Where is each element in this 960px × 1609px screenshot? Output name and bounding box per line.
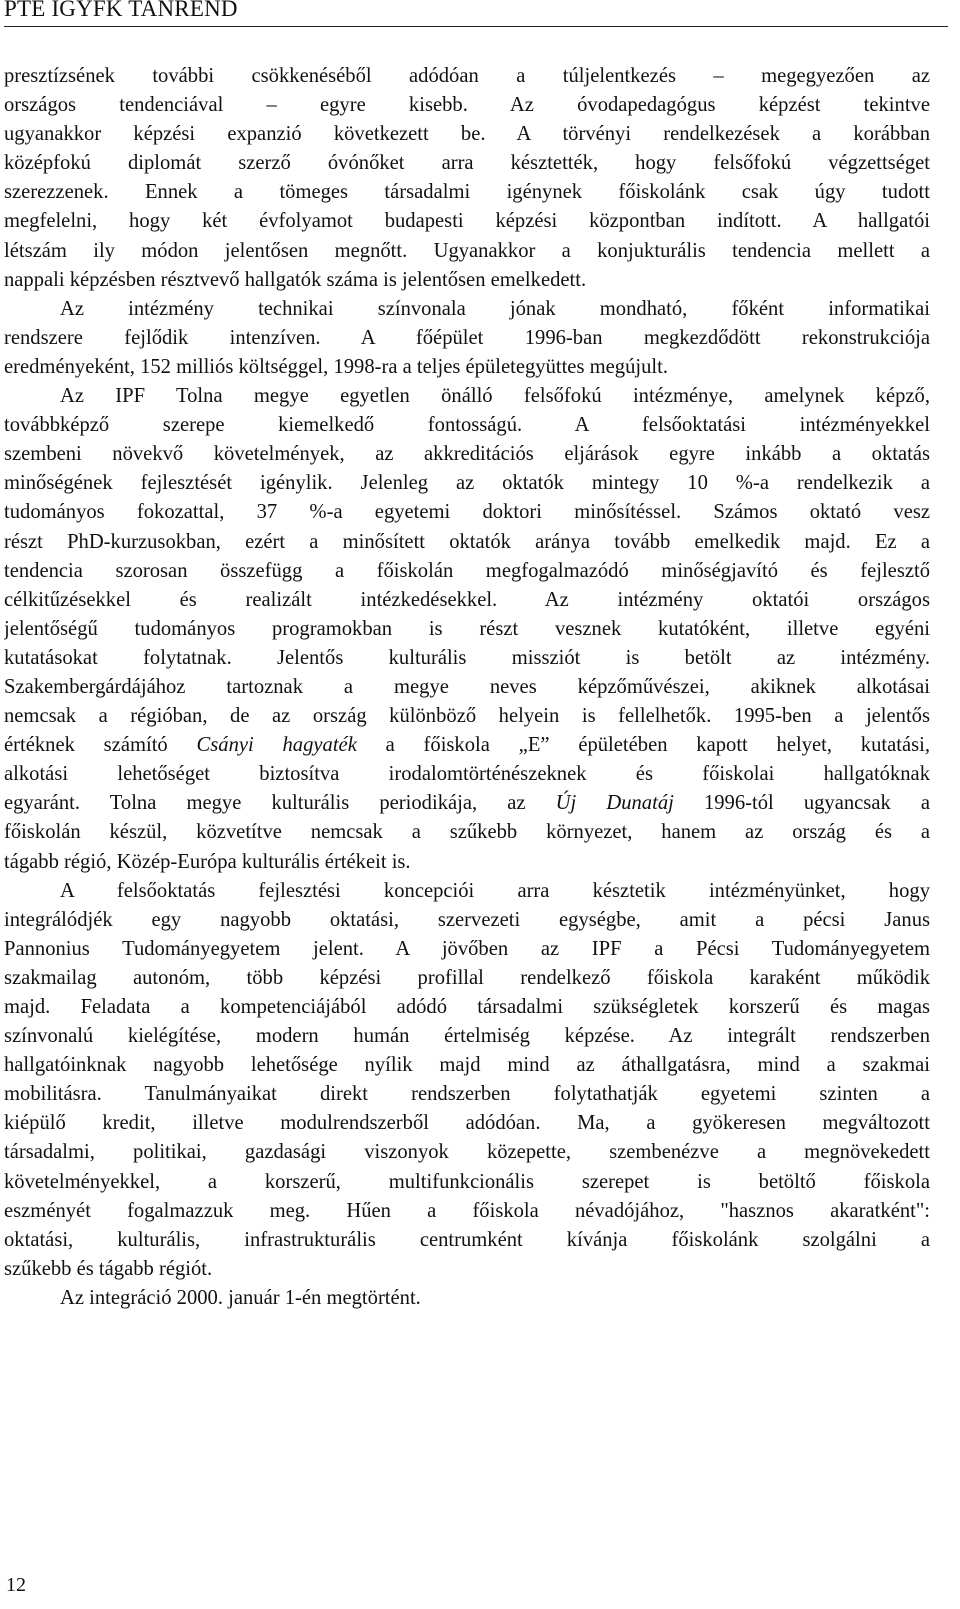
text-line [4,789,930,818]
text-line: hallgatóinknak nagyobb lehetősége nyílik majd mind az áthallgatásra, mind a szakmai [4,1054,930,1077]
text-segment: értéknek számító [4,734,197,757]
text-line: oktatási, kulturális, infrastrukturális centrumként kívánja főiskolánk szolgálni a [4,1228,930,1251]
text-line: majd. Feladata a kompetenciájából adódó társadalmi szükségletek korszerű és magas [4,996,930,1018]
text-line: létszám ily módon jelentősen megnőtt. Ugyanakkor a konjukturális tendencia mellett a [4,239,930,262]
text-line: integrálódjék egy nagyobb oktatási, szervezeti egységbe, amit a pécsi Janus [4,908,930,931]
text-line: nappali képzésben résztvevő hallgatók száma is jelentősen emelkedett. [4,268,587,291]
page-number: 12 [6,1574,26,1596]
text-line: mobilitásra. Tanulmányaikat direkt rendszerben folytathatják egyetemi szinten a [4,1083,930,1106]
text-line: presztízsének további csökkenéséből adódóan a túljelentkezés – megegyezően az [4,65,930,87]
text-line: Az IPF Tolna megye egyetlen önálló felsőfokú intézménye, amelynek képző, [60,385,930,408]
text-segment: a főiskola „E” épületében kapott helyet, kutatási, [356,734,930,757]
text-line: Szakembergárdájához tartoznak a megye neves képzőművészei, akiknek alkotásai [4,675,930,698]
text-line: eredményeként, 152 milliós költséggel, 1998-ra a teljes épületegyüttes megújult. [4,355,668,378]
running-header [4,0,948,27]
text-segment: 1996-tól ugyancsak a [673,792,930,815]
text-line: jelentőségű tudományos programokban is részt vesznek kutatóként, illetve egyéni [4,617,930,640]
header-title: PTE IGYFK TANREND [4,0,238,21]
text-line: Pannonius Tudományegyetem jelent. A jövőben az IPF a Pécsi Tudományegyetem [4,937,930,960]
text-line: részt PhD-kurzusokban, ezért a minősített oktatók aránya tovább emelkedik majd. Ez a [4,530,930,553]
text-line: szembeni növekvő követelmények, az akkreditációs eljárások egyre inkább a oktatás [4,443,930,466]
text-line: Az intézmény technikai színvonala jónak mondható, főként informatikai [60,297,930,320]
text-line: tendencia szorosan összefügg a főiskolán megfogalmazódó minőségjavító és fejlesztő [4,559,930,582]
text-line: célkitűzésekkel és realizált intézkedésekkel. Az intézmény oktatói országos [4,588,930,611]
text-line: középfokú diplomát szerző óvónőket arra késztették, hogy felsőfokú végzettséget [4,152,930,175]
text-line: társadalmi, politikai, gazdasági viszonyok közepette, szembenézve a megnövekedett [4,1141,930,1164]
text-line: szerezzenek. Ennek a tömeges társadalmi igénynek főiskolánk csak úgy tudott [4,181,930,204]
text-line: követelményekkel, a korszerű, multifunkcionális szerepet is betöltő főiskola [4,1170,930,1193]
text-line: A felsőoktatás fejlesztési koncepciói arra késztetik intézményünket, hogy [60,879,930,902]
italic-title: Csányi hagyaték [196,734,357,757]
text-line: nemcsak a régióban, de az ország különböző helyein is fellelhetők. 1995-ben a jelentős [4,705,930,728]
text-line: ugyanakkor képzési expanzió következett be. A törvényi rendelkezések a korábban [4,123,930,146]
text-line: kiépülő kredit, illetve modulrendszerből adódóan. Ma, a gyökeresen megváltozott [4,1112,930,1135]
text-line: főiskolán készül, közvetítve nemcsak a szűkebb környezet, hanem az ország és a [4,821,930,844]
text-line: tágabb régió, Közép-Európa kulturális értékeit is. [4,850,411,873]
text-line: minőségének fejlesztését igénylik. Jelenleg az oktatók mintegy 10 %-a rendelkezik a [4,472,930,495]
text-line: megfelelni, hogy két évfolyamot budapesti képzési központban indított. A hallgatói [4,210,930,233]
text-line: országos tendenciával – egyre kisebb. Az óvodapedagógus képzést tekintve [4,94,930,117]
text-line: kutatásokat folytatnak. Jelentős kulturális missziót is betölt az intézmény. [4,646,930,669]
text-line: szűkebb és tágabb régiót. [4,1257,213,1280]
text-line: Az integráció 2000. január 1-én megtörtént. [60,1286,421,1309]
body-text [4,62,930,1313]
italic-title: Új Dunatáj [555,792,674,815]
text-line: alkotási lehetőséget biztosítva irodalomtörténészeknek és főiskolai hallgatóknak [4,763,930,786]
text-line: tudományos fokozattal, 37 %-a egyetemi doktori minősítéssel. Számos oktató vesz [4,501,930,524]
text-line: továbbképző szerepe kiemelkedő fontosságú. A felsőoktatási intézményekkel [4,414,930,437]
text-segment: egyaránt. Tolna megye kulturális periodikája, az [4,792,556,815]
text-line: eszményét fogalmazzuk meg. Hűen a főiskola névadójához, "hasznos akaratként": [4,1199,930,1222]
text-line: színvonalú kielégítése, modern humán értelmiség képzése. Az integrált rendszerben [4,1025,930,1048]
text-line: szakmailag autonóm, több képzési profillal rendelkező főiskola karaként működik [4,966,930,989]
text-line [4,731,930,760]
text-line: rendszere fejlődik intenzíven. A főépület 1996-ban megkezdődött rekonstrukciója [4,326,930,349]
